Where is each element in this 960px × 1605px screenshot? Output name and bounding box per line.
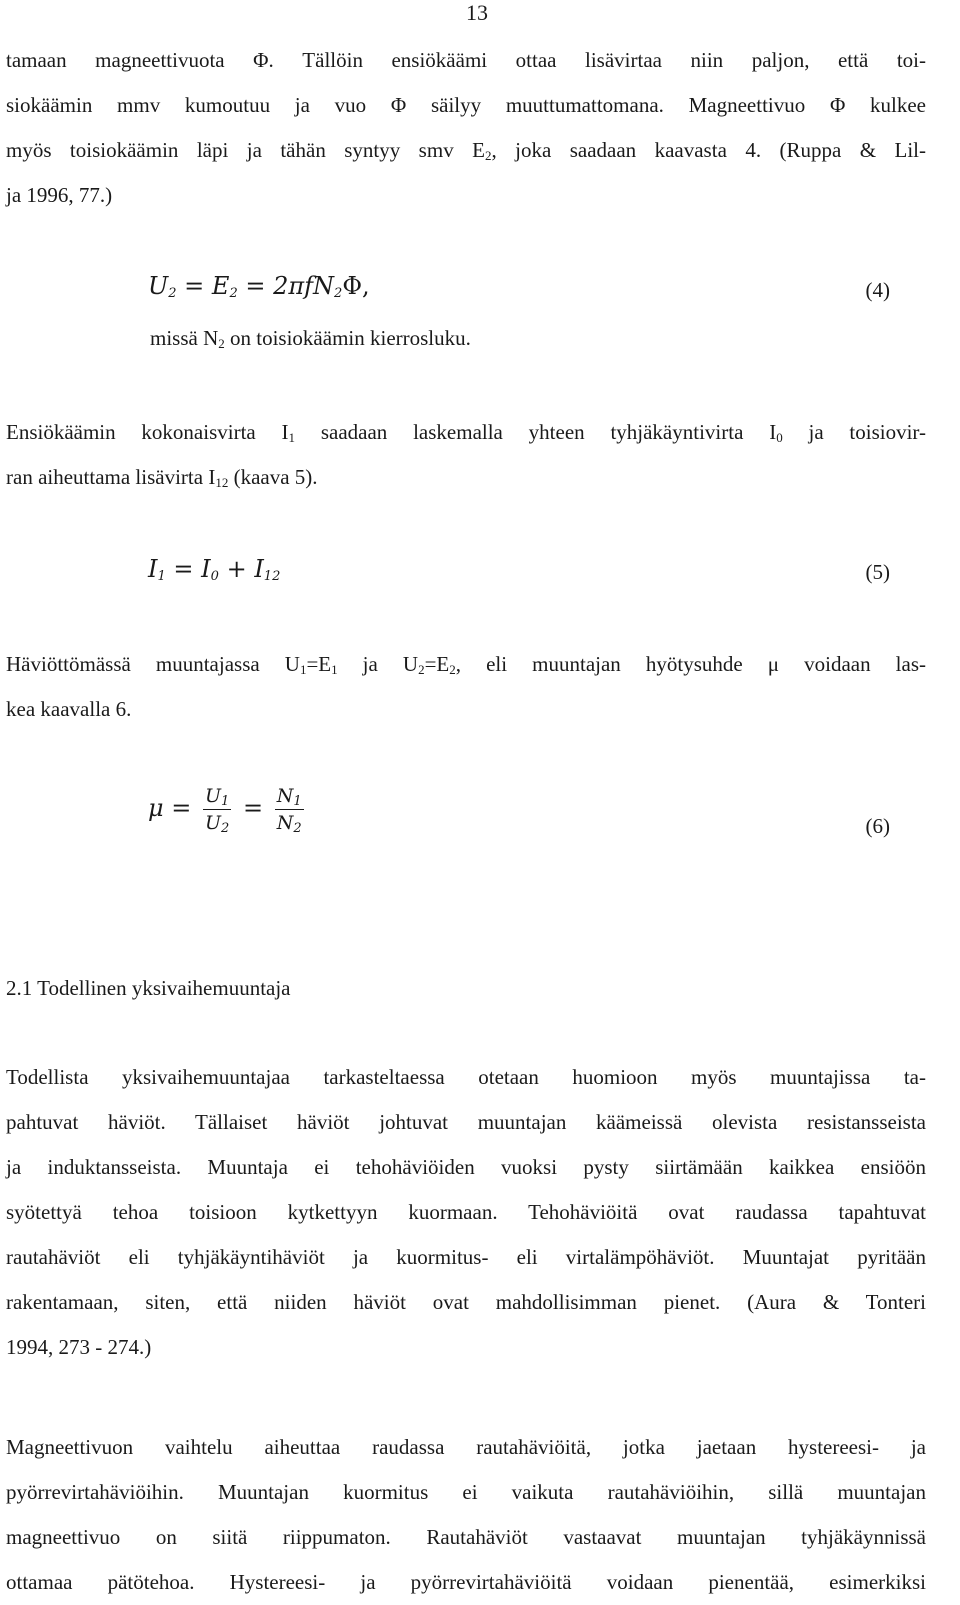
text-line: magneettivuo on siitä riippumaton. Rautahäviöt vastaavat muuntajan tyhjäkäynnissä (6, 1525, 926, 1549)
text-line: ja 1996, 77.) (6, 183, 113, 207)
text-line: syötettyä tehoa toisioon kytkettyyn kuormaan. Tehohäviöitä ovat raudassa tapahtuvat (6, 1200, 926, 1224)
text-line: Häviöttömässä muuntajassa $U_1=E_1$ ja $U_2=E_2$, eli muuntajan hyötysuhde μ voidaan las- (6, 652, 926, 677)
equation-note: missä $N_2$ on toisiokäämin kierrosluku. (150, 326, 471, 351)
text-line: Magneettivuon vaihtelu aiheuttaa raudassa rautahäviöitä, jotka jaetaan hystereesi- ja (6, 1435, 926, 1459)
text-segment: myös toisiokäämin läpi ja tähän syntyy smv E (6, 138, 485, 162)
paragraph-intro (6, 38, 926, 218)
text-line: pyörrevirtahäviöihin. Muuntajan kuormitus ei vaikuta rautahäviöihin, sillä muuntajan (6, 1480, 926, 1504)
fraction: $\frac{N_1}{N_2}$ (276, 785, 302, 836)
equation-number: (4) (865, 278, 890, 302)
text-line: ran aiheuttama lisävirta $I_{12}$ (kaava 5). (6, 465, 318, 490)
text-line: tamaan magneettivuota Φ. Tällöin ensiökäämi ottaa lisävirtaa niin paljon, että toi- (6, 48, 926, 72)
paragraph-real-transformer (6, 1055, 926, 1370)
subscript: 2 (229, 286, 238, 301)
equation-number: (5) (865, 560, 890, 584)
subscript: 2 (168, 286, 177, 301)
text-line: ottamaa pätötehoa. Hystereesi- ja pyörrevirtahäviöitä voidaan pienentää, esimerkiksi (6, 1570, 926, 1594)
paragraph-iron-losses (6, 1425, 926, 1605)
equation-5: $I_1 = I_0 + I_{12}$ (148, 555, 281, 584)
text-line: ja induktansseista. Muuntaja ei tehohäviöiden vuoksi pysty siirtämään kaikkea ensiöön (6, 1155, 926, 1179)
text-line: rautahäviöt eli tyhjäkäyntihäviöt ja kuormitus- eli virtalämpöhäviöt. Muuntajat pyritään (6, 1245, 926, 1269)
page-number: 13 (466, 0, 488, 25)
text-line: Ensiökäämin kokonaisvirta $I_1$ saadaan laskemalla yhteen tyhjäkäyntivirta $I_0$ ja toisiovir- (6, 420, 927, 445)
paragraph-current (6, 410, 926, 500)
text-line: kea kaavalla 6. (6, 697, 132, 721)
subscript: 2 (334, 286, 343, 301)
section-heading: 2.1 Todellinen yksivaihemuuntaja (6, 976, 291, 1000)
text-line: pahtuvat häviöt. Tällaiset häviöt johtuvat muuntajan käämeissä olevista resistansseista (6, 1110, 926, 1134)
text-line (6, 128, 926, 173)
equation-number: (6) (865, 814, 890, 838)
text-line: rakentamaan, siten, että niiden häviöt ovat mahdollisimman pienet. (Aura & Tonteri (6, 1290, 926, 1314)
equation-6: μ = $\frac{U_1}{U_2}$ = $\frac{N_1}{N_2}$ (148, 785, 302, 836)
math-symbol: N (313, 272, 335, 300)
subscript: 2 (484, 148, 492, 163)
equation-4: $U_2 = E_2 = 2\pi fN_2\Phi$, (148, 272, 370, 301)
math-symbol: U (148, 272, 169, 300)
fraction: $\frac{U_1}{U_2}$ (205, 785, 230, 836)
math-symbol: 2πf (273, 272, 314, 300)
text-line: Todellista yksivaihemuuntajaa tarkasteltaessa otetaan huomioon myös muuntajissa ta- (6, 1065, 926, 1089)
math-symbol: E (211, 272, 230, 300)
text-segment: , joka saadaan kaavasta 4. (Ruppa & Lil- (491, 138, 926, 162)
text-line: siokäämin mmv kumoutuu ja vuo Φ säilyy muuttumattomana. Magneettivuo Φ kulkee (6, 93, 926, 117)
math-symbol: Φ, (342, 272, 370, 300)
paragraph-lossless (6, 642, 926, 732)
text-line: 1994, 273 - 274.) (6, 1335, 152, 1359)
